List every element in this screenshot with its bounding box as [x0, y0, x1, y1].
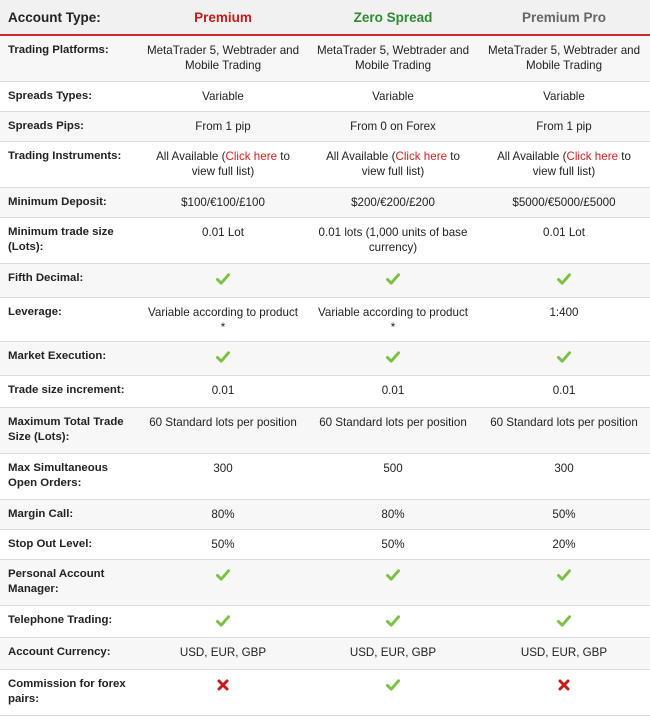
checkmark-icon [216, 568, 230, 582]
cell-premium [138, 263, 308, 297]
row-label: Market Execution: [0, 341, 138, 375]
cross-icon [216, 678, 230, 692]
cell-zero-spread: 0.01 lots (1,000 units of base currency) [308, 217, 478, 263]
row-label: Maximum Total Trade Size (Lots): [0, 407, 138, 453]
cell-zero-spread: Variable according to product * [308, 297, 478, 341]
cell-premium-pro [478, 669, 650, 715]
table-row [0, 375, 650, 407]
cell-premium: From 1 pip [138, 111, 308, 141]
account-type-label: Account Type: [0, 0, 138, 35]
row-label: Stop Out Level: [0, 529, 138, 559]
checkmark-icon [216, 614, 230, 628]
table-row [0, 35, 650, 81]
cell-premium: 80% [138, 499, 308, 529]
cell-zero-spread [308, 341, 478, 375]
checkmark-icon [386, 272, 400, 286]
row-label: Personal Account Manager: [0, 559, 138, 605]
cell-premium: MetaTrader 5, Webtrader and Mobile Trading [138, 35, 308, 81]
cell-premium-pro [478, 141, 650, 187]
text-before: All Available ( [326, 149, 396, 163]
cell-premium-pro: 20% [478, 529, 650, 559]
plan-premium: Premium [138, 0, 308, 35]
cell-premium-pro: 300 [478, 453, 650, 499]
cell-premium: 60 Standard lots per position [138, 407, 308, 453]
cell-premium: Variable according to product * [138, 297, 308, 341]
cell-premium-pro [478, 263, 650, 297]
cell-premium: $100/€100/£100 [138, 187, 308, 217]
cell-zero-spread: 500 [308, 453, 478, 499]
cross-icon [557, 678, 571, 692]
text-before: All Available ( [497, 149, 567, 163]
checkmark-icon [386, 678, 400, 692]
table-row [0, 499, 650, 529]
cell-premium-pro [478, 559, 650, 605]
cell-zero-spread: From 0 on Forex [308, 111, 478, 141]
table-row [0, 669, 650, 715]
table-row [0, 341, 650, 375]
cell-premium: 300 [138, 453, 308, 499]
row-label: Trading Platforms: [0, 35, 138, 81]
cell-premium-pro: 60 Standard lots per position [478, 407, 650, 453]
cell-premium [138, 141, 308, 187]
table-row [0, 111, 650, 141]
cell-zero-spread: USD, EUR, GBP [308, 637, 478, 669]
checkmark-icon [557, 272, 571, 286]
table-row [0, 407, 650, 453]
header-row [0, 0, 650, 35]
cell-premium-pro: 50% [478, 499, 650, 529]
cell-premium-pro [478, 341, 650, 375]
cell-premium: 0.01 [138, 375, 308, 407]
cell-zero-spread [308, 141, 478, 187]
cell-premium: Variable [138, 81, 308, 111]
cell-zero-spread: Variable [308, 81, 478, 111]
row-label: Commission for forex pairs: [0, 669, 138, 715]
checkmark-icon [216, 272, 230, 286]
row-label: Spreads Types: [0, 81, 138, 111]
checkmark-icon [216, 350, 230, 364]
cell-premium-pro: USD, EUR, GBP [478, 637, 650, 669]
table-row [0, 559, 650, 605]
cell-zero-spread [308, 669, 478, 715]
checkmark-icon [557, 614, 571, 628]
cell-premium [138, 559, 308, 605]
cell-premium [138, 341, 308, 375]
cell-zero-spread: $200/€200/£200 [308, 187, 478, 217]
cell-premium: 0.01 Lot [138, 217, 308, 263]
row-label: Minimum trade size (Lots): [0, 217, 138, 263]
cell-premium-pro: 0.01 [478, 375, 650, 407]
table-row [0, 297, 650, 341]
table-row [0, 263, 650, 297]
row-label: Trade size increment: [0, 375, 138, 407]
cell-zero-spread: 60 Standard lots per position [308, 407, 478, 453]
checkmark-icon [386, 350, 400, 364]
table-row [0, 217, 650, 263]
row-label: Trading Instruments: [0, 141, 138, 187]
cell-premium [138, 605, 308, 637]
cell-zero-spread: 0.01 [308, 375, 478, 407]
row-label: Max Simultaneous Open Orders: [0, 453, 138, 499]
text-before: All Available ( [156, 149, 226, 163]
cell-premium-pro: From 1 pip [478, 111, 650, 141]
plan-zero-spread: Zero Spread [308, 0, 478, 35]
table-row [0, 453, 650, 499]
text-after: to view full list) [361, 149, 460, 178]
row-label: Fifth Decimal: [0, 263, 138, 297]
cell-zero-spread [308, 605, 478, 637]
row-label: Telephone Trading: [0, 605, 138, 637]
table-row [0, 529, 650, 559]
checkmark-icon [557, 568, 571, 582]
cell-premium-pro [478, 605, 650, 637]
text-after: to view full list) [191, 149, 290, 178]
row-label: Account Currency: [0, 637, 138, 669]
text-after: to view full list) [532, 149, 631, 178]
instruments-list-link[interactable]: Click here [225, 149, 278, 163]
table-row [0, 187, 650, 217]
instruments-list-link[interactable]: Click here [395, 149, 448, 163]
cell-premium [138, 669, 308, 715]
cell-premium: 50% [138, 529, 308, 559]
cell-premium-pro: 1:400 [478, 297, 650, 341]
cell-premium-pro: 0.01 Lot [478, 217, 650, 263]
checkmark-icon [386, 568, 400, 582]
row-label: Margin Call: [0, 499, 138, 529]
cell-premium: USD, EUR, GBP [138, 637, 308, 669]
row-label: Leverage: [0, 297, 138, 341]
table-row [0, 637, 650, 669]
table-row [0, 605, 650, 637]
cell-zero-spread: MetaTrader 5, Webtrader and Mobile Trading [308, 35, 478, 81]
plan-premium-pro: Premium Pro [478, 0, 650, 35]
table-row [0, 141, 650, 187]
table-row [0, 81, 650, 111]
cell-premium-pro: $5000/€5000/£5000 [478, 187, 650, 217]
cell-zero-spread [308, 559, 478, 605]
cell-premium-pro: Variable [478, 81, 650, 111]
cell-zero-spread: 50% [308, 529, 478, 559]
row-label: Spreads Pips: [0, 111, 138, 141]
cell-premium-pro: MetaTrader 5, Webtrader and Mobile Trading [478, 35, 650, 81]
row-label: Minimum Deposit: [0, 187, 138, 217]
checkmark-icon [557, 350, 571, 364]
cell-zero-spread [308, 263, 478, 297]
checkmark-icon [386, 614, 400, 628]
cell-zero-spread: 80% [308, 499, 478, 529]
instruments-list-link[interactable]: Click here [566, 149, 619, 163]
